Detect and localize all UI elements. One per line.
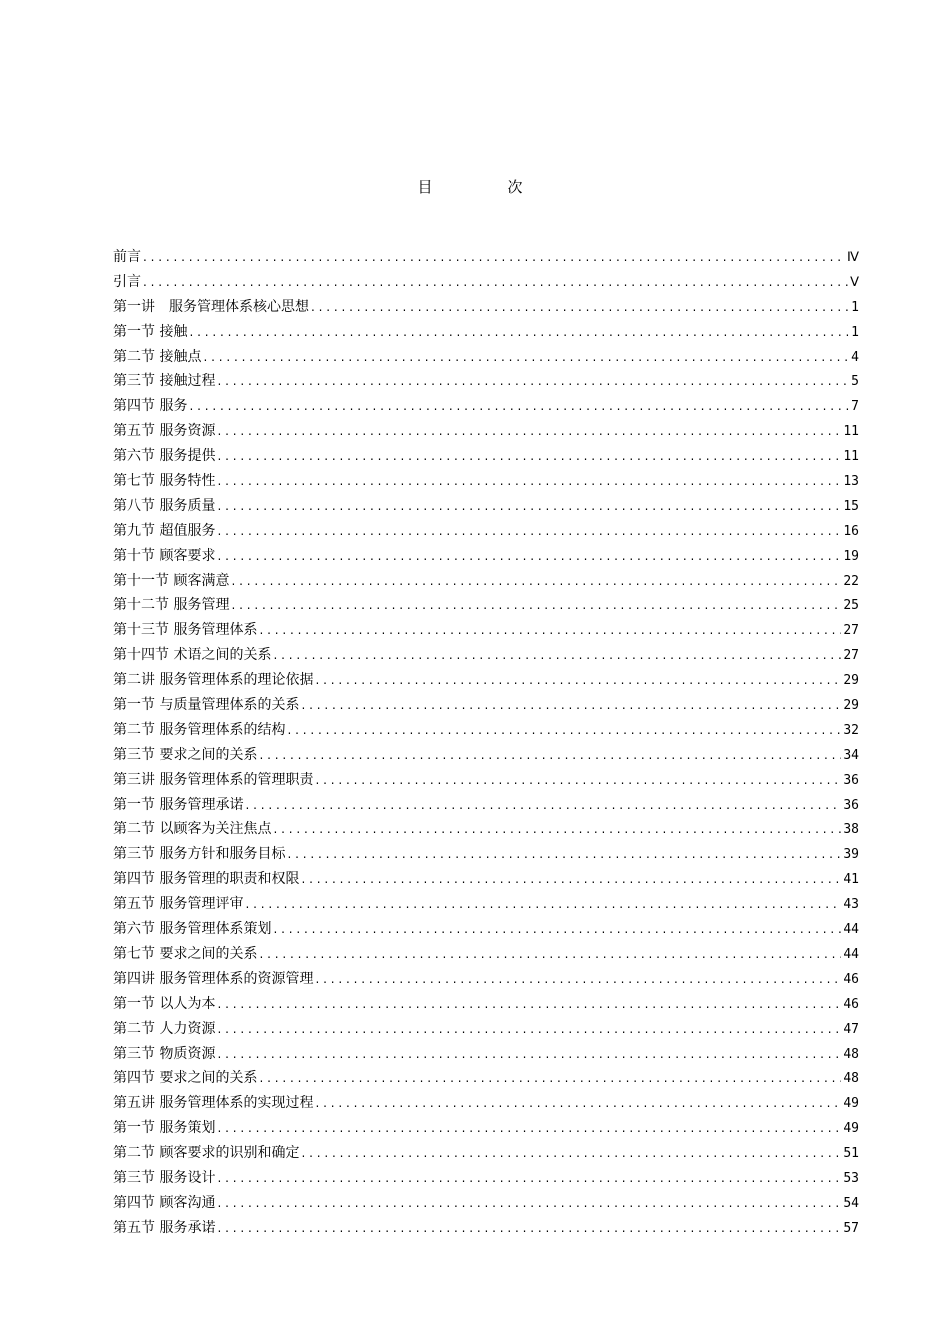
toc-entry[interactable]: [113, 1017, 859, 1042]
toc-entry-title: 第四节 顾客沟通: [113, 1194, 216, 1211]
toc-entry-page-number: 34: [843, 747, 859, 763]
toc-entry-page-number: 11: [843, 449, 859, 465]
toc-entry[interactable]: [113, 942, 859, 967]
toc-leader-dots: [217, 1116, 841, 1141]
toc-entry-title: 第二节 以顾客为关注焦点: [113, 821, 272, 838]
toc-entry-title: 第四节 服务管理的职责和权限: [113, 871, 300, 888]
toc-leader-dots: [203, 345, 849, 370]
toc-entry[interactable]: [113, 544, 859, 569]
toc-entry[interactable]: [113, 917, 859, 942]
toc-entry-title: 第三节 要求之间的关系: [113, 746, 258, 763]
toc-entry[interactable]: [113, 793, 859, 818]
toc-leader-dots: [143, 270, 848, 295]
toc-entry-page-number: 57: [843, 1220, 859, 1236]
toc-entry-title: 第五讲 服务管理体系的实现过程: [113, 1095, 314, 1112]
toc-leader-dots: [259, 743, 841, 768]
toc-entry-page-number: 7: [851, 399, 859, 415]
toc-entry-page-number: Ⅴ: [850, 274, 859, 290]
toc-leader-dots: [259, 1066, 841, 1091]
toc-entry-page-number: 54: [843, 1195, 859, 1211]
toc-leader-dots: [287, 718, 841, 743]
toc-entry[interactable]: [113, 967, 859, 992]
toc-leader-dots: [217, 544, 841, 569]
toc-entry-page-number: 5: [851, 374, 859, 390]
toc-entry-title: 第三讲 服务管理体系的管理职责: [113, 771, 314, 788]
toc-leader-dots: [217, 1216, 841, 1241]
toc-leader-dots: [217, 1042, 841, 1067]
toc-entry-page-number: 13: [843, 474, 859, 490]
toc-entry-title: 第三节 物质资源: [113, 1045, 216, 1062]
toc-entry[interactable]: [113, 1091, 859, 1116]
toc-entry-page-number: 46: [843, 996, 859, 1012]
toc-entry[interactable]: [113, 1191, 859, 1216]
toc-entry-page-number: 32: [843, 722, 859, 738]
toc-leader-dots: [245, 793, 841, 818]
toc-entry-title: 第一节 接触: [113, 323, 188, 340]
toc-entry[interactable]: [113, 1116, 859, 1141]
toc-leader-dots: [315, 967, 841, 992]
toc-entry-title: 第九节 超值服务: [113, 522, 216, 539]
toc-entry-page-number: 46: [843, 971, 859, 987]
toc-leader-dots: [287, 842, 841, 867]
toc-entry-page-number: 38: [843, 822, 859, 838]
toc-entry[interactable]: [113, 469, 859, 494]
toc-entry[interactable]: [113, 1166, 859, 1191]
table-of-contents: [113, 245, 859, 1241]
toc-leader-dots: [217, 992, 841, 1017]
toc-entry-page-number: 51: [843, 1146, 859, 1162]
toc-entry-page-number: 48: [843, 1046, 859, 1062]
toc-entry-page-number: 36: [843, 797, 859, 813]
toc-entry-page-number: 25: [843, 598, 859, 614]
toc-entry-page-number: 22: [843, 573, 859, 589]
toc-leader-dots: [245, 892, 841, 917]
toc-entry[interactable]: [113, 345, 859, 370]
toc-entry-page-number: 29: [843, 698, 859, 714]
toc-entry-page-number: 53: [843, 1170, 859, 1186]
toc-entry-title: 第五节 服务管理评审: [113, 896, 244, 913]
toc-entry[interactable]: [113, 270, 859, 295]
toc-entry-page-number: 15: [843, 498, 859, 514]
toc-leader-dots: [259, 942, 841, 967]
toc-entry-title: 引言: [113, 273, 141, 290]
toc-entry[interactable]: [113, 718, 859, 743]
toc-leader-dots: [217, 444, 841, 469]
toc-entry[interactable]: [113, 618, 859, 643]
toc-entry-title: 第一节 服务策划: [113, 1120, 216, 1137]
toc-entry[interactable]: [113, 419, 859, 444]
toc-leader-dots: [273, 917, 841, 942]
toc-entry-page-number: 29: [843, 673, 859, 689]
toc-entry-title: 第十一节 顾客满意: [113, 572, 230, 589]
toc-entry-page-number: 43: [843, 897, 859, 913]
toc-entry-page-number: Ⅳ: [847, 250, 859, 265]
toc-entry-title: 前言: [113, 249, 141, 265]
toc-entry[interactable]: [113, 1042, 859, 1067]
toc-entry[interactable]: [113, 743, 859, 768]
toc-leader-dots: [315, 768, 841, 793]
toc-leader-dots: [259, 618, 841, 643]
toc-entry-title: 第五节 服务承诺: [113, 1219, 216, 1236]
toc-entry-title: 第四节 要求之间的关系: [113, 1070, 258, 1087]
toc-entry[interactable]: [113, 1216, 859, 1241]
toc-leader-dots: [189, 394, 849, 419]
toc-entry-title: 第二节 顾客要求的识别和确定: [113, 1145, 300, 1162]
toc-entry[interactable]: [113, 643, 859, 668]
toc-entry[interactable]: [113, 245, 859, 270]
toc-entry-title: 第二节 接触点: [113, 348, 202, 365]
toc-entry-title: 第三节 接触过程: [113, 373, 216, 390]
toc-leader-dots: [273, 817, 841, 842]
toc-entry[interactable]: [113, 768, 859, 793]
toc-leader-dots: [217, 369, 849, 394]
toc-entry-title: 第二节 人力资源: [113, 1020, 216, 1037]
toc-entry-page-number: 4: [851, 349, 859, 365]
toc-leader-dots: [217, 419, 841, 444]
toc-entry-page-number: 49: [843, 1096, 859, 1112]
toc-entry[interactable]: [113, 693, 859, 718]
toc-entry-page-number: 27: [843, 623, 859, 639]
toc-entry[interactable]: [113, 992, 859, 1017]
toc-entry-page-number: 1: [851, 324, 859, 340]
toc-entry-page-number: 39: [843, 847, 859, 863]
toc-entry[interactable]: [113, 394, 859, 419]
toc-entry[interactable]: [113, 494, 859, 519]
toc-entry[interactable]: [113, 295, 859, 320]
toc-entry-title: 第一节 服务管理承诺: [113, 796, 244, 813]
toc-leader-dots: [231, 593, 841, 618]
toc-entry[interactable]: [113, 867, 859, 892]
toc-entry-title: 第三节 服务方针和服务目标: [113, 846, 286, 863]
toc-entry[interactable]: [113, 1141, 859, 1166]
toc-entry-page-number: 47: [843, 1021, 859, 1037]
toc-leader-dots: [301, 693, 841, 718]
toc-entry-title: 第一节 与质量管理体系的关系: [113, 697, 300, 714]
toc-entry[interactable]: [113, 842, 859, 867]
toc-entry-page-number: 41: [843, 872, 859, 888]
toc-leader-dots: [217, 1166, 841, 1191]
toc-leader-dots: [217, 1017, 841, 1042]
toc-leader-dots: [217, 494, 841, 519]
toc-entry[interactable]: [113, 668, 859, 693]
toc-entry-page-number: 36: [843, 772, 859, 788]
toc-entry-title: 第四节 服务: [113, 398, 188, 415]
toc-entry-page-number: 16: [843, 523, 859, 539]
toc-leader-dots: [217, 1191, 841, 1216]
toc-entry[interactable]: [113, 892, 859, 917]
toc-entry-title: 第六节 服务管理体系策划: [113, 921, 272, 938]
toc-entry-title: 第十节 顾客要求: [113, 547, 216, 564]
toc-entry[interactable]: [113, 320, 859, 345]
toc-entry-page-number: 44: [843, 946, 859, 962]
toc-entry-title: 第二节 服务管理体系的结构: [113, 721, 286, 738]
page-title: 目 次: [417, 178, 553, 196]
toc-entry[interactable]: [113, 817, 859, 842]
toc-entry-title: 第二讲 服务管理体系的理论依据: [113, 672, 314, 689]
toc-entry-title: 第六节 服务提供: [113, 448, 216, 465]
toc-entry-title: 第五节 服务资源: [113, 423, 216, 440]
toc-entry-page-number: 27: [843, 648, 859, 664]
toc-entry[interactable]: [113, 519, 859, 544]
toc-entry-page-number: 48: [843, 1071, 859, 1087]
toc-entry-title: 第七节 服务特性: [113, 473, 216, 490]
toc-leader-dots: [273, 643, 841, 668]
toc-entry[interactable]: [113, 593, 859, 618]
toc-entry-title: 第八节 服务质量: [113, 497, 216, 514]
toc-leader-dots: [217, 469, 841, 494]
toc-entry[interactable]: [113, 569, 859, 594]
toc-entry-title: 第七节 要求之间的关系: [113, 945, 258, 962]
toc-leader-dots: [301, 867, 841, 892]
toc-leader-dots: [143, 245, 845, 270]
toc-leader-dots: [315, 1091, 841, 1116]
toc-leader-dots: [315, 668, 841, 693]
toc-entry[interactable]: [113, 1066, 859, 1091]
toc-entry-page-number: 19: [843, 548, 859, 564]
toc-entry-title: 第一节 以人为本: [113, 995, 216, 1012]
toc-entry-page-number: 11: [843, 424, 859, 440]
toc-entry-title: 第十四节 术语之间的关系: [113, 647, 272, 664]
toc-entry-title: 第一讲 服务管理体系核心思想: [113, 298, 309, 315]
toc-entry-page-number: 44: [843, 922, 859, 938]
toc-leader-dots: [217, 519, 841, 544]
toc-entry-title: 第十三节 服务管理体系: [113, 622, 258, 639]
toc-entry-title: 第三节 服务设计: [113, 1169, 216, 1186]
toc-leader-dots: [189, 320, 849, 345]
toc-entry-title: 第四讲 服务管理体系的资源管理: [113, 970, 314, 987]
toc-entry-page-number: 1: [851, 299, 859, 315]
toc-entry[interactable]: [113, 369, 859, 394]
toc-entry-title: 第十二节 服务管理: [113, 597, 230, 614]
toc-leader-dots: [301, 1141, 841, 1166]
toc-leader-dots: [231, 569, 841, 594]
toc-leader-dots: [311, 295, 849, 320]
toc-entry-page-number: 49: [843, 1121, 859, 1137]
toc-entry[interactable]: [113, 444, 859, 469]
